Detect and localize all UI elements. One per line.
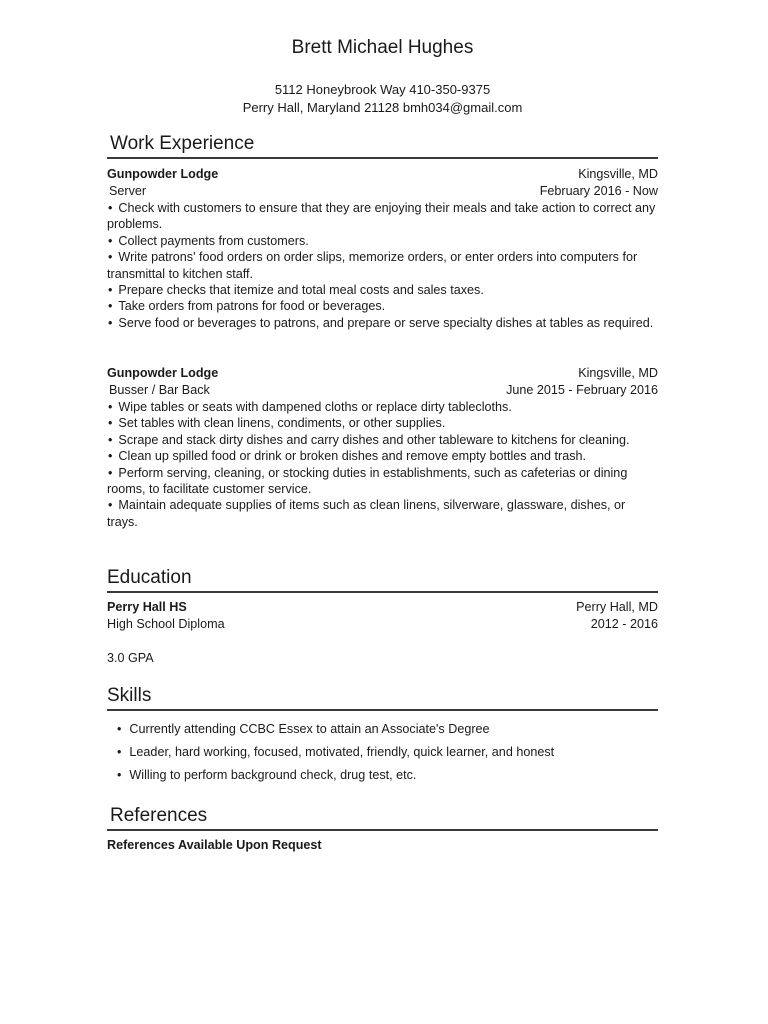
- job-organization: Gunpowder Lodge: [107, 366, 219, 380]
- section-education: [107, 561, 658, 593]
- job-location: Kingsville, MD: [578, 366, 658, 380]
- school-name: Perry Hall HS: [107, 600, 187, 614]
- skills-list: [117, 722, 554, 791]
- section-skills: [107, 679, 658, 711]
- address-line-2: Perry Hall, Maryland 21128 bmh034@gmail.com: [242, 100, 523, 115]
- job-title: Busser / Bar Back: [109, 383, 210, 397]
- duty-item: • Set tables with clean linens, condiments, or other supplies.: [107, 415, 658, 431]
- address-line-1: 5112 Honeybrook Way 410-350-9375: [274, 82, 491, 97]
- school-location: Perry Hall, MD: [576, 600, 658, 614]
- job-title: Server: [109, 184, 147, 198]
- job-dates: June 2015 - February 2016: [506, 383, 658, 397]
- job-organization: Gunpowder Lodge: [107, 167, 219, 181]
- section-work-experience: [107, 127, 658, 159]
- duty-item: • Perform serving, cleaning, or stocking duties in establishments, such as cafeterias or dining rooms, to facilitate customer service.: [107, 465, 658, 498]
- section-references: [107, 799, 658, 831]
- job-entry: [107, 166, 658, 331]
- duty-item: • Maintain adequate supplies of items such as clean linens, silverware, glassware, dishes, or trays.: [107, 497, 658, 530]
- section-heading: Skills: [107, 685, 152, 706]
- candidate-name: Brett Michael Hughes: [291, 37, 474, 58]
- duty-item: • Clean up spilled food or drink or broken dishes and remove empty bottles and trash.: [107, 448, 658, 464]
- skill-item: • Willing to perform background check, drug test, etc.: [117, 768, 554, 791]
- skill-item: • Leader, hard working, focused, motivated, friendly, quick learner, and honest: [117, 745, 554, 768]
- duty-item: • Wipe tables or seats with dampened cloths or replace dirty tablecloths.: [107, 399, 658, 415]
- duty-item: • Write patrons' food orders on order slips, memorize orders, or enter orders into computers for transmittal to kitchen staff.: [107, 249, 658, 282]
- job-entry: [107, 365, 658, 530]
- duty-item: • Collect payments from customers.: [107, 233, 658, 249]
- references-text: References Available Upon Request: [107, 838, 322, 852]
- degree: High School Diploma: [107, 617, 225, 631]
- duty-item: • Check with customers to ensure that they are enjoying their meals and take action to correct any problems.: [107, 200, 658, 233]
- duty-item: • Prepare checks that itemize and total meal costs and sales taxes.: [107, 282, 658, 298]
- gpa: 3.0 GPA: [107, 651, 154, 665]
- education-entry: [107, 599, 658, 633]
- duty-item: • Serve food or beverages to patrons, and prepare or serve specialty dishes at tables as required.: [107, 315, 658, 331]
- section-heading: Education: [107, 567, 192, 588]
- job-dates: February 2016 - Now: [539, 184, 658, 198]
- job-duties: [107, 399, 658, 530]
- section-heading: Work Experience: [110, 133, 255, 154]
- skill-item: • Currently attending CCBC Essex to attain an Associate's Degree: [117, 722, 554, 745]
- job-location: Kingsville, MD: [578, 167, 658, 181]
- duty-item: • Take orders from patrons for food or beverages.: [107, 298, 658, 314]
- job-duties: [107, 200, 658, 331]
- education-dates: 2012 - 2016: [590, 617, 658, 631]
- duty-item: • Scrape and stack dirty dishes and carry dishes and other tableware to kitchens for cleaning.: [107, 432, 658, 448]
- section-heading: References: [110, 805, 208, 826]
